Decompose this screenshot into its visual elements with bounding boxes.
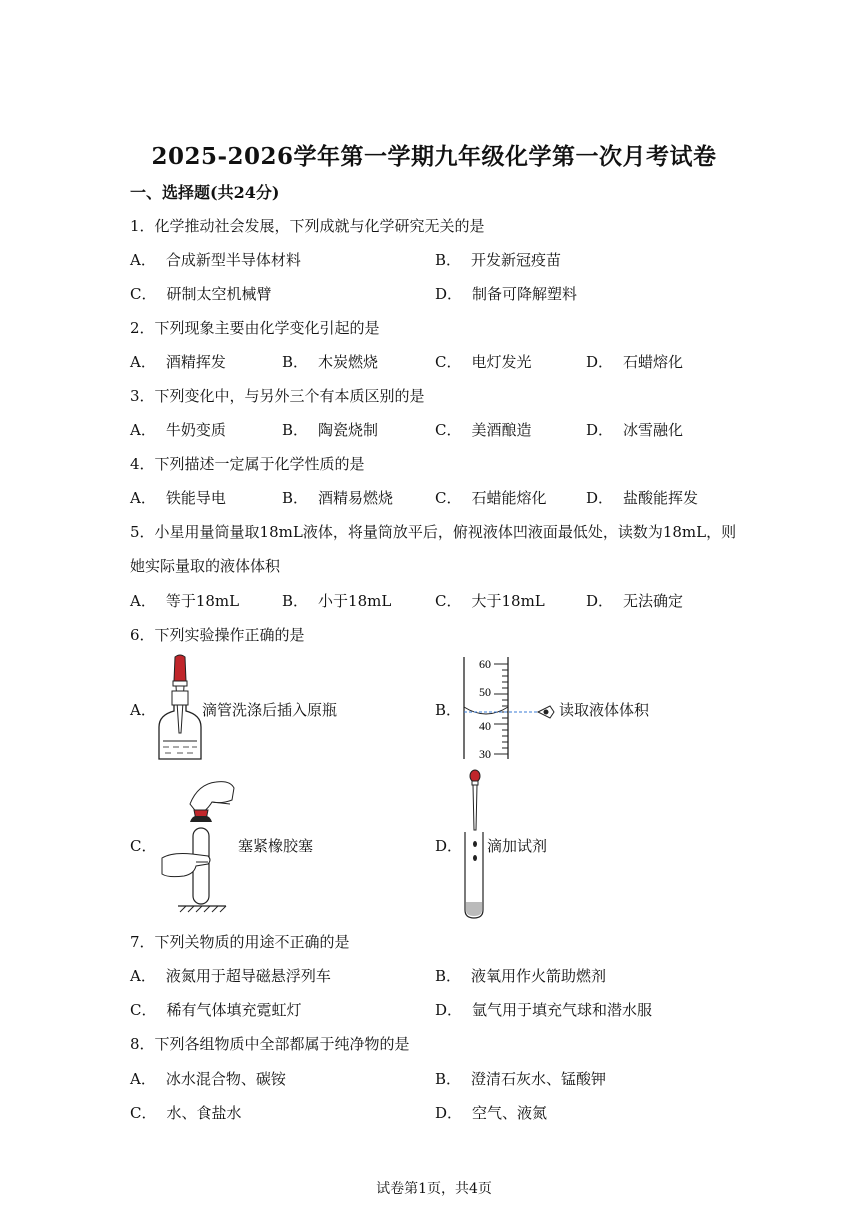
q5-option-b[interactable]: B． 小于18mL: [282, 592, 392, 610]
q1-option-b[interactable]: B． 开发新冠疫苗: [435, 251, 562, 269]
q8-option-d[interactable]: D． 空气、液氮: [435, 1104, 548, 1122]
q8-option-b[interactable]: B． 澄清石灰水、锰酸钾: [435, 1070, 607, 1088]
eye-icon: [538, 706, 554, 718]
q6-option-a-caption: 滴管洗涤后插入原瓶: [202, 701, 338, 719]
cylinder-tick-30: 30: [479, 747, 491, 761]
q5-option-c[interactable]: C． 大于18mL: [435, 592, 545, 610]
q5-option-d[interactable]: D． 无法确定: [586, 592, 684, 610]
page-title: 2025-2026学年第一学期九年级化学第一次月考试卷: [151, 143, 717, 170]
q2-option-b[interactable]: B． 木炭燃烧: [282, 353, 379, 371]
q3-option-c[interactable]: C． 美酒酿造: [435, 421, 532, 439]
cylinder-tick-40: 40: [479, 719, 491, 733]
question-5-stem-continued: 她实际量取的液体体积: [130, 557, 281, 575]
question-4-stem: 4．下列描述一定属于化学性质的是: [130, 455, 365, 473]
dropper-test-tube-diagram: [458, 770, 488, 920]
q4-option-a[interactable]: A． 铁能导电: [130, 489, 226, 507]
q7-option-a[interactable]: A． 液氮用于超导磁悬浮列车: [130, 967, 331, 985]
q2-option-d[interactable]: D． 石蜡熔化: [586, 353, 684, 371]
stopper-test-tube-diagram: [158, 778, 243, 913]
q6-option-c-caption: 塞紧橡胶塞: [238, 837, 314, 855]
question-3-stem: 3．下列变化中，与另外三个有本质区别的是: [130, 387, 425, 405]
q3-option-d[interactable]: D． 冰雪融化: [586, 421, 684, 439]
q6-option-d-label[interactable]: D．: [435, 837, 463, 855]
cylinder-tick-50: 50: [479, 685, 491, 699]
dropper-bottle-diagram: [155, 655, 205, 763]
q4-option-b[interactable]: B． 酒精易燃烧: [282, 489, 394, 507]
q2-option-a[interactable]: A． 酒精挥发: [130, 353, 226, 371]
q6-option-a-label[interactable]: A．: [130, 701, 156, 719]
q8-option-c[interactable]: C． 水、食盐水: [130, 1104, 242, 1122]
q7-option-d[interactable]: D． 氩气用于填充气球和潜水服: [435, 1001, 653, 1019]
q6-option-c-label[interactable]: C．: [130, 837, 157, 855]
q2-option-c[interactable]: C． 电灯发光: [435, 353, 532, 371]
q6-option-d-caption: 滴加试剂: [487, 837, 548, 855]
page-footer: 试卷第1页，共4页: [376, 1181, 492, 1197]
q1-option-d[interactable]: D． 制备可降解塑料: [435, 285, 578, 303]
q6-option-b-label[interactable]: B．: [435, 701, 462, 719]
question-5-stem: 5．小星用量筒量取18mL液体，将量筒放平后，俯视液体凹液面最低处，读数为18mL，则: [130, 523, 737, 541]
question-8-stem: 8．下列各组物质中全部都属于纯净物的是: [130, 1035, 410, 1053]
q7-option-b[interactable]: B． 液氧用作火箭助燃剂: [435, 967, 607, 985]
q3-option-b[interactable]: B． 陶瓷烧制: [282, 421, 379, 439]
section-heading: 一、选择题(共24分): [130, 183, 280, 202]
question-1-stem: 1．化学推动社会发展，下列成就与化学研究无关的是: [130, 217, 485, 235]
cylinder-tick-60: 60: [479, 657, 491, 671]
q4-option-d[interactable]: D． 盐酸能挥发: [586, 489, 699, 507]
q6-option-b-caption: 读取液体体积: [559, 701, 650, 719]
q1-option-c[interactable]: C． 研制太空机械臂: [130, 285, 272, 303]
question-2-stem: 2．下列现象主要由化学变化引起的是: [130, 319, 380, 337]
q1-option-a[interactable]: A． 合成新型半导体材料: [130, 251, 301, 269]
q8-option-a[interactable]: A． 冰水混合物、碳铵: [130, 1070, 286, 1088]
question-6-stem: 6．下列实验操作正确的是: [130, 626, 305, 644]
q7-option-c[interactable]: C． 稀有气体填充霓虹灯: [130, 1001, 302, 1019]
q4-option-c[interactable]: C． 石蜡能熔化: [435, 489, 547, 507]
graduated-cylinder-diagram: [458, 655, 563, 763]
question-7-stem: 7．下列关物质的用途不正确的是: [130, 933, 350, 951]
q3-option-a[interactable]: A． 牛奶变质: [130, 421, 226, 439]
q5-option-a[interactable]: A． 等于18mL: [130, 592, 240, 610]
